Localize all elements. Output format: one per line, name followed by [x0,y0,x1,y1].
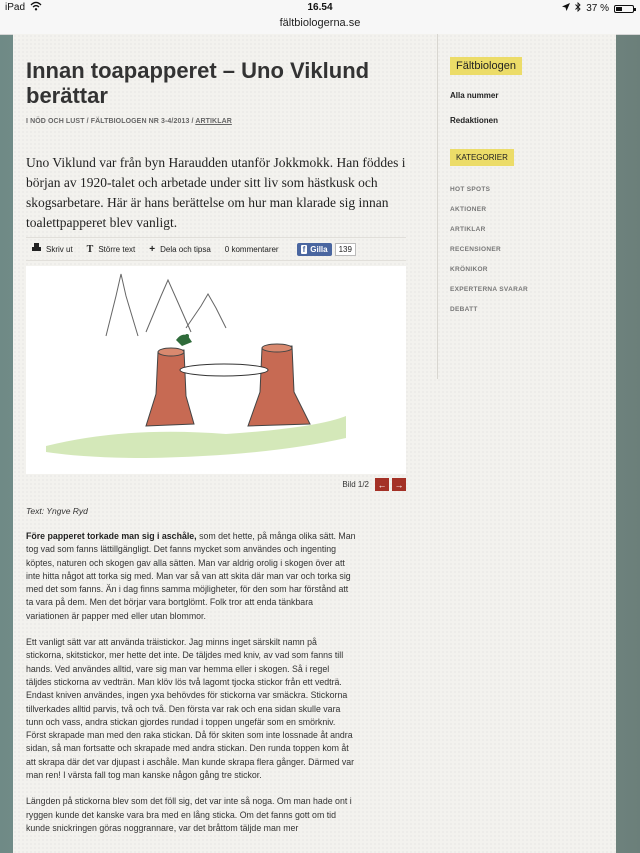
article-toolbar [26,237,406,261]
facebook-like [297,243,356,256]
bluetooth-icon [575,2,581,15]
sidebar-heading: Fältbiologen [450,57,522,75]
sidebar [450,56,600,313]
battery-fill [616,7,622,11]
sidebar-divider [437,34,438,379]
category-articles[interactable]: ARTIKLAR [450,226,486,233]
paragraph-text: som det hette, på många olika sätt. Man tog vad som fanns lättillgängligt. Det fanns mycket som användes och ingenting köptes, naturen och skogen gav alla sätten. Man var aldrig orolig i skogen över att inte hitta något att torka sig med. Man var så van att skita där man var och torka sig med det som fanns. Än i dag finns samma möjligheter, för den som har förstånd att ta vara på dem. Men det börjar vara bortglömt. Folk tror att enda tänkbara variationen är papper med eller utan blommor. [26,531,356,621]
comments-link[interactable] [225,245,279,254]
category-reviews[interactable]: RECENSIONER [450,246,501,253]
print-icon [32,243,41,255]
categories-heading: KATEGORIER [450,149,514,166]
paragraph [26,530,356,623]
bigger-text-button[interactable] [87,244,136,255]
arrow-right-icon: → [394,479,404,490]
facebook-icon: f [302,244,306,254]
print-label: Skriv ut [46,244,73,254]
share-button[interactable] [149,244,211,255]
paragraph: Ett vanligt sätt var att använda träistickor. Jag minns inget särskilt namn på stickorna, skitstickor, mer hette det inte. De täljdes med kniv, av vad som fanns till hands. Ved användes alltid, vare sig man var hemma eller i skogen. Så i regel täljdes stickorna av vedträn. Man klöv lös två lagomt tjocka stickor från ett vedträ. Endast kniven användes, ingen yxa behövdes för stickorna var smäckra. Stickorna tillverkades alltid parvis, två och två. Den första var rak och ena sidan skulle vara tunn och vass, andra stickan gjordes rundad i toppen ungefär som en smörkniv. Först skrapade man med den raka stickan. Då för skiten som inte lossnade åt andra sidan, så man fortsatte och skrapade med andra stickan. Den runda toppen kom åt att skrapa där det var djupast i aschåle. Man kunde skrapa flera gånger. Därmed var man ren! I värsta fall tog man kanske någon gång tre stickor. [26,637,355,781]
location-arrow-icon [562,3,570,14]
arrow-left-icon: ← [377,479,387,490]
sidebar-link-editorial[interactable]: Redaktionen [450,116,499,125]
article-body [26,530,356,848]
plus-icon: + [149,243,156,255]
meta-category-link[interactable]: ARTIKLAR [195,118,232,125]
address-bar[interactable]: fältbiologerna.se [0,16,640,35]
print-button[interactable] [32,243,73,255]
device-name: iPad [5,2,26,13]
prev-image-button[interactable] [375,478,389,491]
text-size-icon: T [86,243,94,255]
bigger-text-label: Större text [98,244,136,254]
clock: 16.54 [307,2,333,13]
sidebar-link-all-issues[interactable]: Alla nummer [450,91,499,100]
like-label: Gilla [310,244,328,254]
paragraph-lead-bold: Före papperet torkade man sig i aschåle, [26,531,197,541]
like-button[interactable] [297,243,332,256]
category-actions[interactable]: AKTIONER [450,206,487,213]
share-label: Dela och tipsa [160,244,211,254]
category-hot-spots[interactable]: HOT SPOTS [450,186,491,193]
article-lead: Uno Viklund var från byn Haraudden utanför Jokkmokk. Han föddes i början av 1920-talet och arbetade under sitt liv som hästkusk och skogsarbetare. Här är hans berättelse om hur man klarade sig innan toalettpapperet blev vanligt. [26,155,406,230]
battery-icon [614,5,634,13]
article-title: Innan toapapperet – Uno Viklund berättar [26,58,370,108]
like-count: 139 [335,243,356,256]
battery-percent: 37 % [586,3,609,14]
image-pagination [26,477,406,492]
byline: Text: Yngve Ryd [26,506,88,516]
article-meta [26,118,232,125]
article-illustration[interactable] [26,266,406,474]
category-columns[interactable]: KRÖNIKOR [450,266,488,273]
meta-breadcrumb: I NÖD OCH LUST / FÄLTBIOLOGEN NR 3-4/2013 / [26,118,196,125]
image-counter: Bild 1/2 [342,480,369,489]
stumps-drawing [26,266,406,474]
next-image-button[interactable] [392,478,406,491]
web-page [13,34,616,853]
comments-label: 0 kommentarer [224,244,279,254]
category-experts-answer[interactable]: EXPERTERNA SVARAR [450,286,529,293]
paragraph: Längden på stickorna blev som det föll sig, det var inte så noga. Om man hade ont i ryggen kunde det kanske vara bra med en lång sticka. Om det fanns gott om tid kunde snickringen göras noggrannare, var det bråttom täljde man mer [26,796,352,833]
category-debate[interactable]: DEBATT [450,306,478,313]
status-bar [0,0,640,16]
